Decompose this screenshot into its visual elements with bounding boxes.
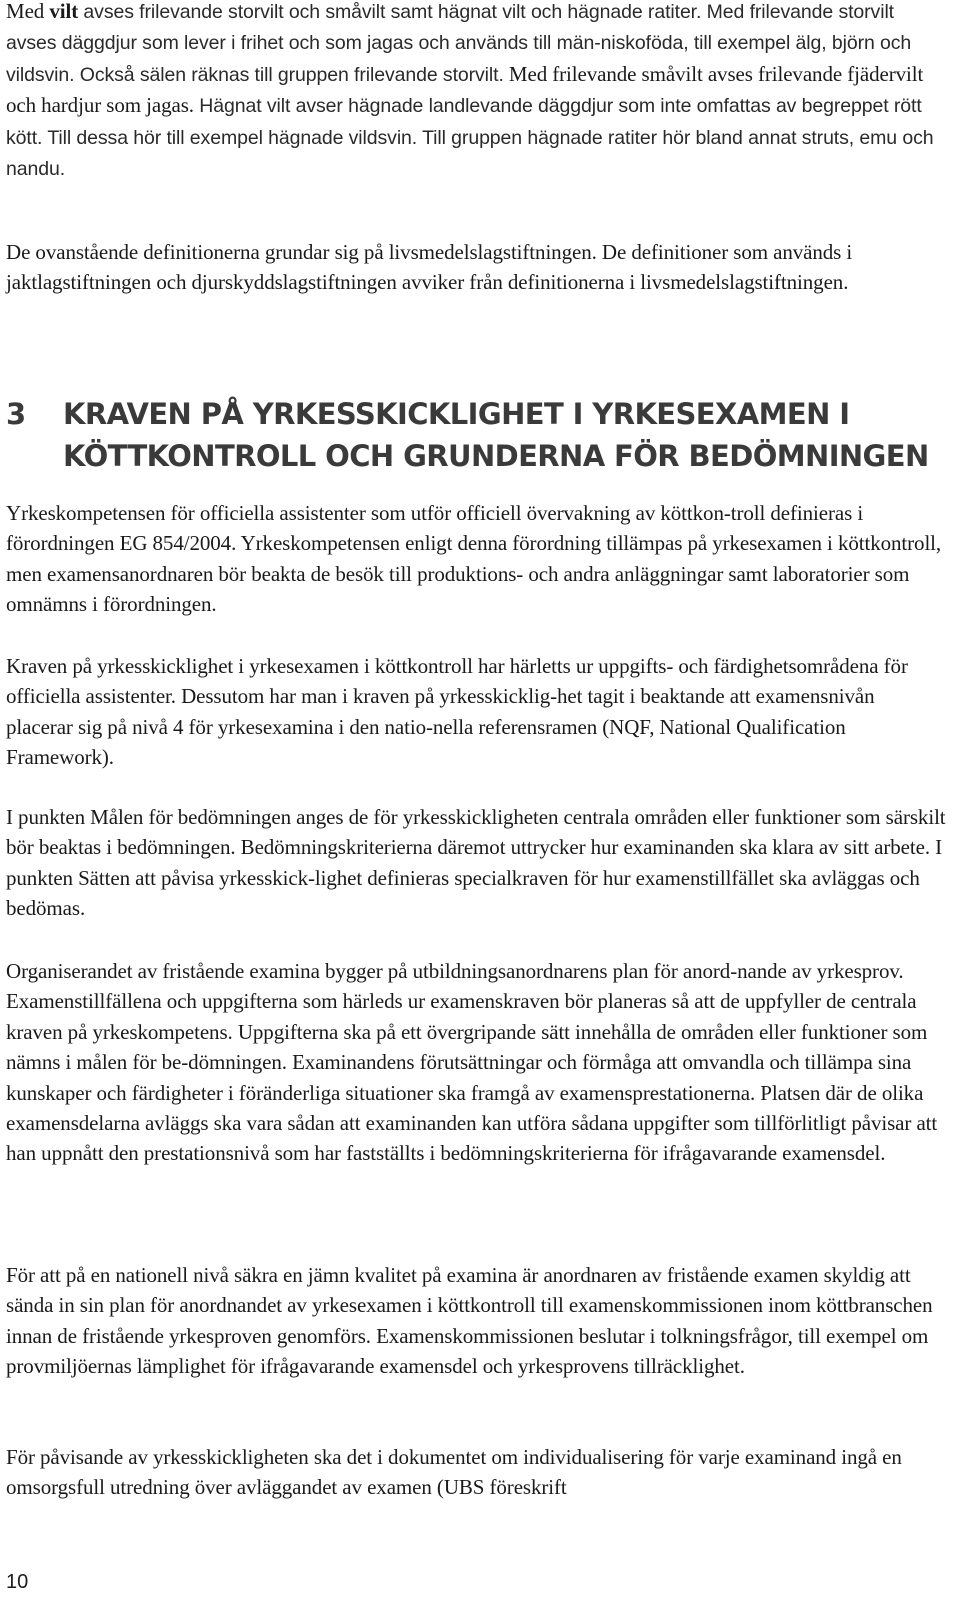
paragraph-organiserandet: Organiserandet av fristående examina bygger på utbildningsanordnarens plan för anord-nande av yrkesprov. Examenstillfällena och uppgifterna som härleds ur examenskraven bör planeras så att de uppfyller de centrala kraven på yrkeskompetens. Uppgifterna ska på ett övergripande sätt innehålla de områden eller funktioner som nämns i målen för be-dömningen. Examinandens förutsättningar och förmåga att omvandla och tillämpa sina kunskaper och färdigheter i föränderliga situationer ska framgå av examensprestationerna. Platsen där de olika examensdelarna avläggs ska vara sådan att examinanden kan utföra sådana uppgifter som tillförlitligt påvisar att han uppnått den prestationsnivå som har fastställts i bedömningskriterierna för ifrågavarande examensdel.	[6, 959, 938, 1166]
term-vilt: vilt	[49, 0, 79, 23]
paragraph-1-text-d: Med frilevande småvilt avses frilevande fjädervilt och hardjur som jagas.	[6, 61, 924, 118]
paragraph-pavisande: För påvisande av yrkesskickligheten ska det i dokumentet om individualisering för varje examinand ingå en omsorgsfull utredning över avläggandet av examen (UBS föreskrift	[6, 1445, 902, 1500]
paragraph-yrkeskompetens: Yrkeskompetensen för officiella assistenter som utför officiell övervakning av köttkon-troll definieras i förordningen EG 854/2004. Yrkeskompetensen enligt denna förordning tillämpas på yrkesexamen i köttkontroll, men examensanordnaren bör beakta de besök till produktions- och andra anläggningar samt laboratorier som omnämns i förordningen.	[6, 501, 942, 617]
paragraph-1-text-c: avses frilevande storvilt och småvilt samt hägnat vilt och hägnade ratiter. Med frilevande storvilt avses däggdjur som lever i frihet och som jagas och används till män-niskoföda, till exempel älg, björn och vildsvin. Också sälen räknas till gruppen frilevande storvilt.	[6, 1, 912, 86]
paragraph-definitions	[6, 0, 946, 184]
paragraph-legislation: De ovanstående definitionerna grundar sig på livsmedelslagstiftningen. De definitioner som används i jaktlagstiftningen och djurskyddslagstiftningen avviker från definitionerna i livsmedelslagstiftningen.	[6, 240, 853, 295]
section-title: KRAVEN PÅ YRKESSKICKLIGHET I YRKESEXAMEN I KÖTTKONTROLL OCH GRUNDERNA FÖR BEDÖMNINGEN	[63, 397, 929, 473]
page-number: 10	[6, 1571, 29, 1593]
paragraph-1-text-a: Med	[6, 0, 50, 23]
paragraph-nationell-niva: För att på en nationell nivå säkra en jämn kvalitet på examina är anordnaren av fristående examen skyldig att sända in sin plan för anordnandet av yrkesexamen i köttkontroll till examenskommissionen inom köttbranschen innan de fristående yrkesproven genomförs. Examenskommissionen beslutar i tolkningsfrågor, till exempel om provmiljöernas lämplighet för ifrågavarande examensdel och yrkesprovens tillräcklighet.	[6, 1263, 933, 1379]
paragraph-1-text-e: Hägnat vilt avser hägnade landlevande däggdjur som inte omfattas av begreppet rött kött. Till dessa hör till exempel hägnade vildsvin. Till gruppen hägnade ratiter hör bland annat struts, emu och nandu.	[6, 95, 934, 181]
paragraph-malen: I punkten Målen för bedömningen anges de för yrkesskickligheten centrala områden eller funktioner som särskilt bör beaktas i bedömningen. Bedömningskriterierna däremot uttrycker hur examinanden ska klara av sitt arbete. I punkten Sätten att påvisa yrkesskick-lighet definieras specialkraven för hur examenstillfället ska avläggas och bedömas.	[6, 805, 946, 921]
section-heading	[6, 393, 946, 477]
paragraph-kraven: Kraven på yrkesskicklighet i yrkesexamen i köttkontroll har härletts ur uppgifts- och färdighetsområdena för officiella assistenter. Dessutom har man i kraven på yrkesskicklig-het tagit i beaktande att examensnivån placerar sig på nivå 4 för yrkesexamina i den natio-nella referensramen (NQF, National Qualification Framework).	[6, 654, 908, 770]
section-number: 3	[6, 397, 27, 431]
